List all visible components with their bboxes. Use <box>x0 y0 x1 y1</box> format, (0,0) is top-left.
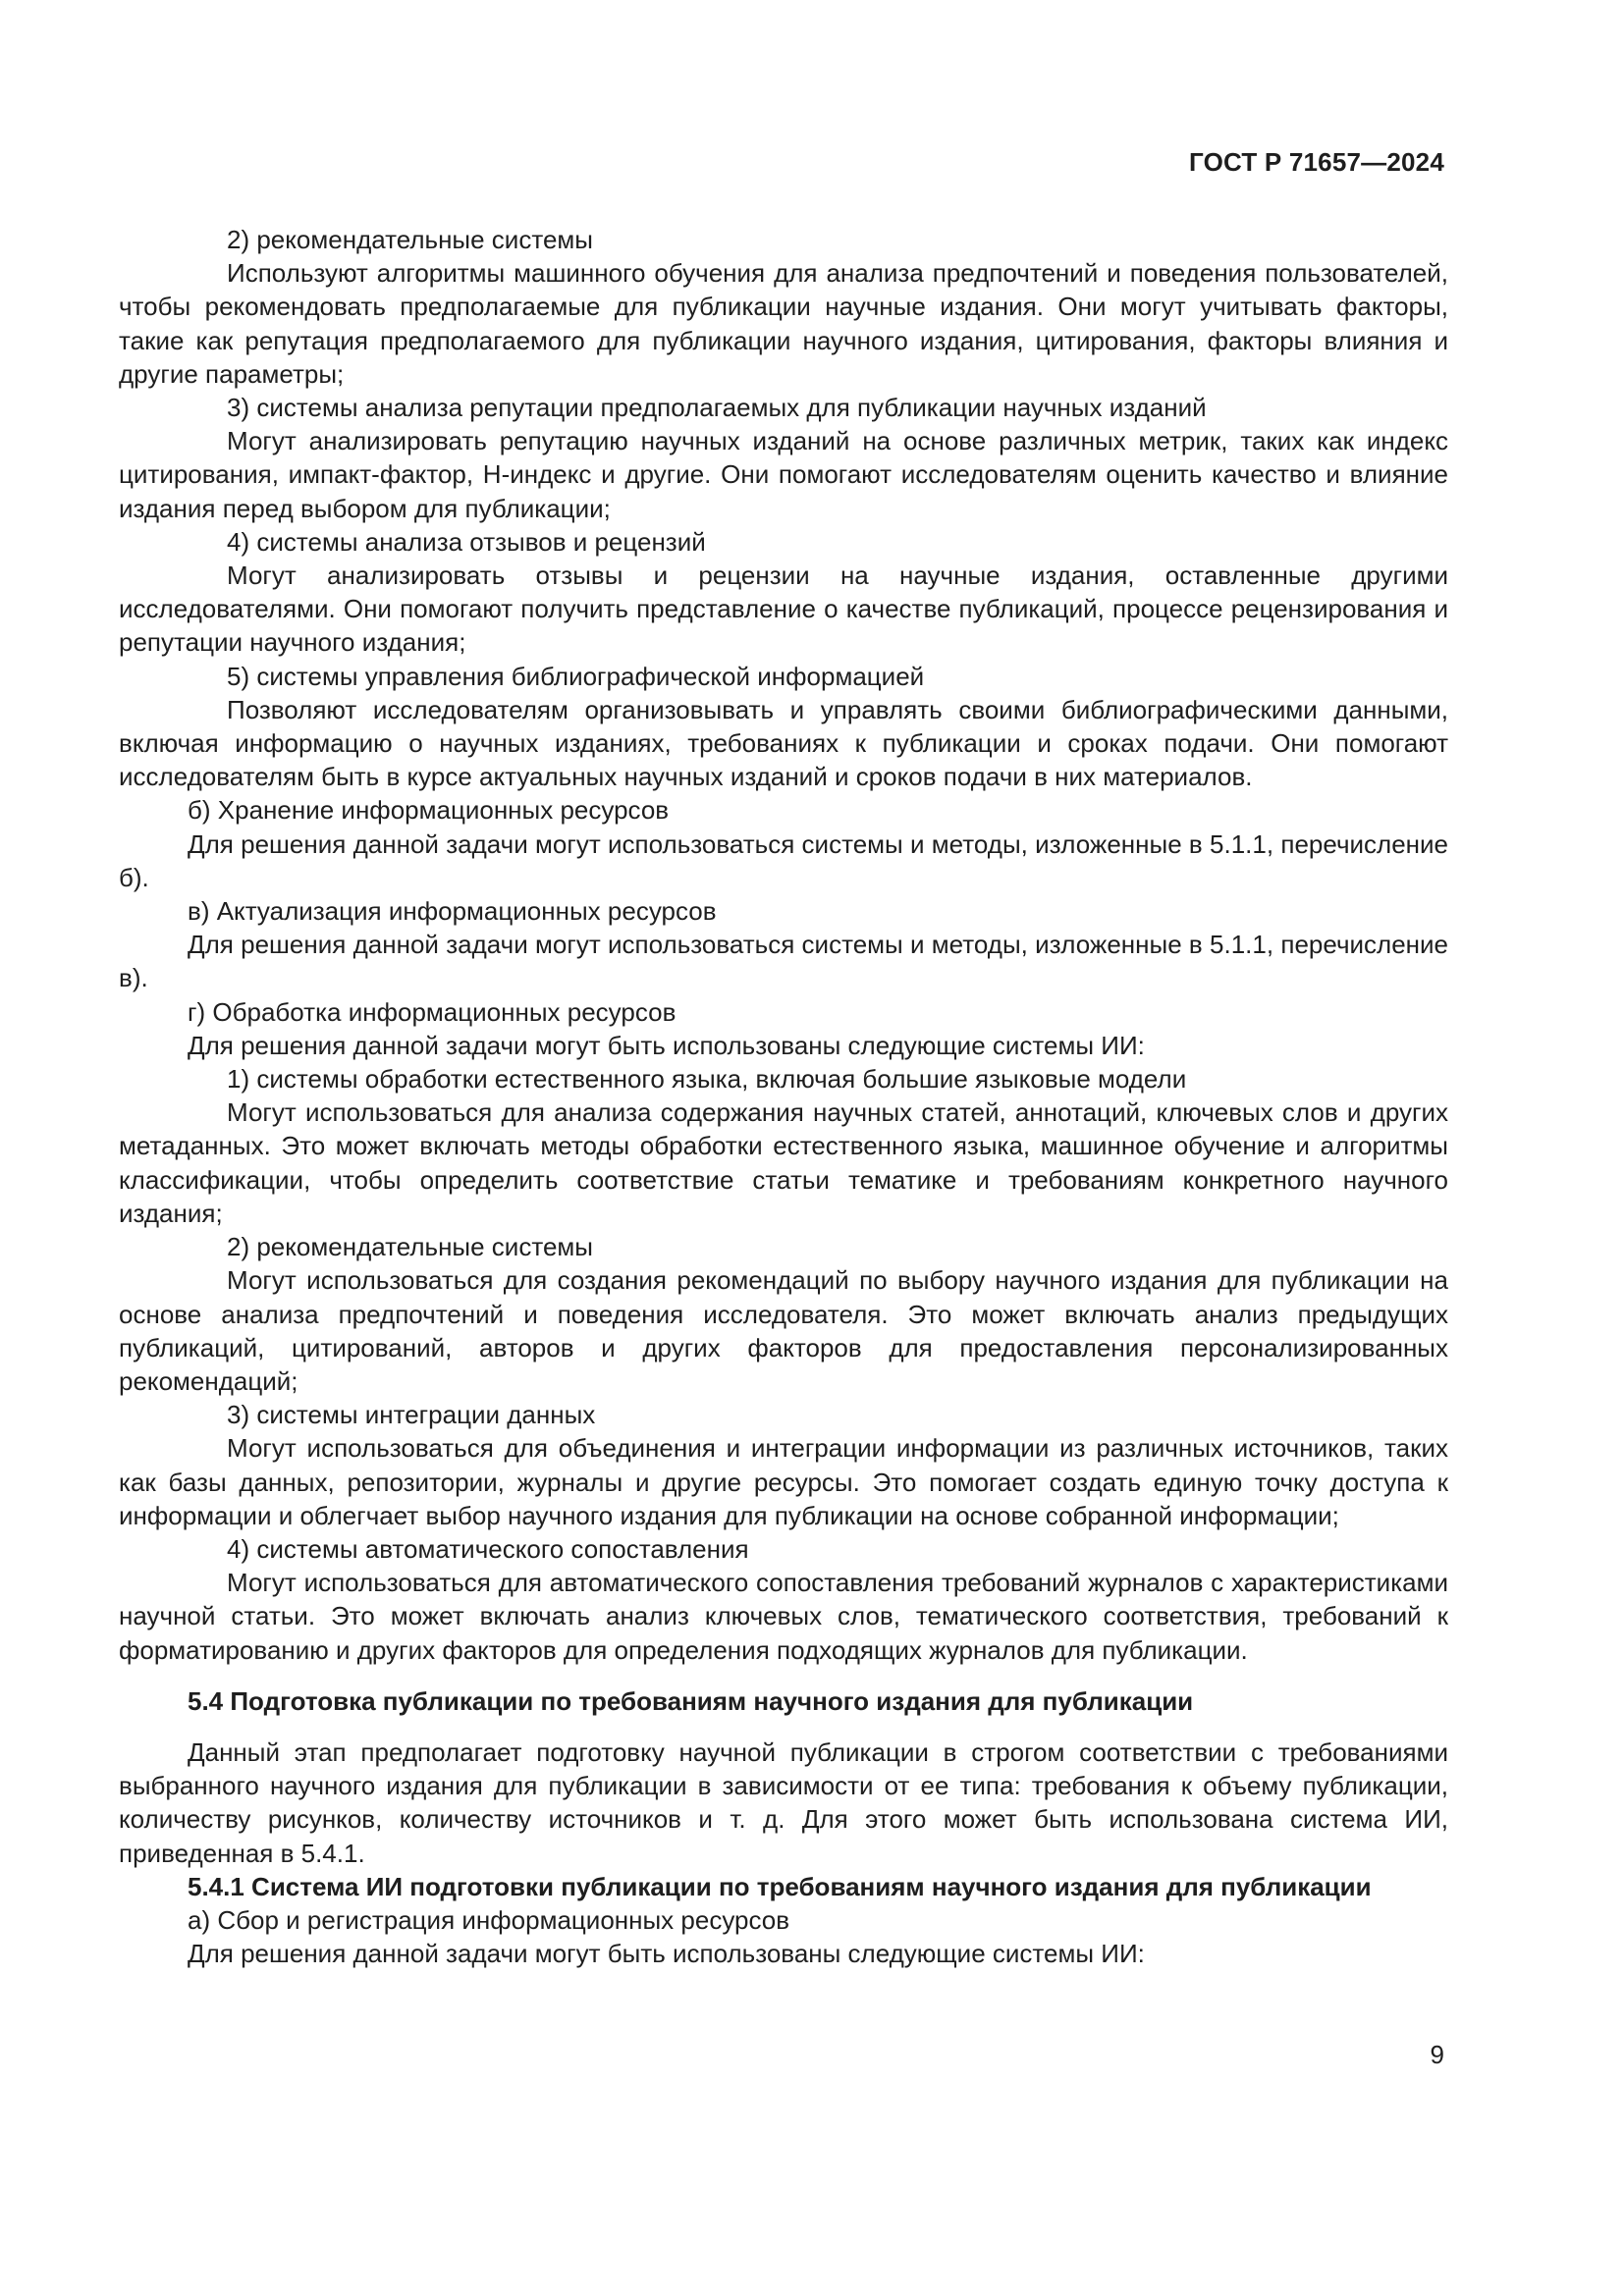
paragraph: в) Актуализация информационных ресурсов <box>188 896 717 927</box>
paragraph: 5) системы управления библиографической информацией <box>227 661 925 691</box>
paragraph: Могут использоваться для объединения и интеграции информации из различных источников, таких как базы данных, репозитории, журналы и другие ресурсы. Это помогает создать единую точку доступа к информации и облегчает выбор научного издания для публикации на основе собранной информации; <box>119 1433 1448 1530</box>
paragraph: 2) рекомендательные системы <box>227 225 593 254</box>
paragraph: Могут использоваться для автоматического сопоставления требований журналов с характеристиками научной статьи. Это может включать анализ ключевых слов, тематического соответствия, требований к форматированию и других факторов для определения подходящих журналов для публикации. <box>119 1568 1448 1665</box>
paragraph: 4) системы анализа отзывов и рецензий <box>227 526 706 557</box>
paragraph: Могут анализировать отзывы и рецензии на научные издания, оставленные другими исследователями. Они помогают получить представление о качестве публикаций, процессе рецензирования и репутации научного издания; <box>119 561 1448 658</box>
paragraph: Могут использоваться для создания рекомендаций по выбору научного издания для публикации на основе анализа предпочтений и поведения исследователя. Это может включать анализ предыдущих публикаций, цитирований, авторов и других факторов для предоставления персонализированных рекомендаций; <box>119 1265 1448 1396</box>
subsection-heading-5-4-1: 5.4.1 Система ИИ подготовки публикации по требованиям научного издания для публикации <box>188 1871 1372 1901</box>
paragraph: Могут анализировать репутацию научных изданий на основе различных метрик, таких как индекс цитирования, импакт-фактор, H-индекс и другие. Они помогают исследователям оценить качество и влияние издания перед выбором для публикации; <box>119 426 1448 523</box>
paragraph: Могут использоваться для анализа содержания научных статей, аннотаций, ключевых слов и других метаданных. Это может включать методы обработки естественного языка, машинное обучение и алгоритмы классификации, чтобы определить соответствие статьи тематике и требованиям конкретного научного издания; <box>119 1097 1448 1228</box>
paragraph: Для решения данной задачи могут быть использованы следующие системы ИИ: <box>188 1939 1145 1969</box>
paragraph: г) Обработка информационных ресурсов <box>188 996 677 1027</box>
page-number: 9 <box>1430 2040 1444 2069</box>
paragraph: Для решения данной задачи могут быть использованы следующие системы ИИ: <box>188 1030 1145 1060</box>
paragraph: Для решения данной задачи могут использоваться системы и методы, изложенные в 5.1.1, перечисление в). <box>119 930 1448 993</box>
paragraph: 3) системы интеграции данных <box>227 1400 596 1430</box>
paragraph: б) Хранение информационных ресурсов <box>188 795 670 826</box>
paragraph: 2) рекомендательные системы <box>227 1232 593 1262</box>
document-body <box>119 223 1448 1970</box>
paragraph: 3) системы анализа репутации предполагаемых для публикации научных изданий <box>227 393 1207 423</box>
section-heading-5-4: 5.4 Подготовка публикации по требованиям научного издания для публикации <box>188 1685 1194 1716</box>
paragraph: 4) системы автоматического сопоставления <box>227 1533 749 1564</box>
paragraph: Для решения данной задачи могут использоваться системы и методы, изложенные в 5.1.1, перечисление б). <box>119 828 1448 892</box>
paragraph: а) Сбор и регистрация информационных ресурсов <box>188 1904 790 1935</box>
paragraph: 1) системы обработки естественного языка, включая большие языковые модели <box>227 1064 1187 1095</box>
paragraph: Позволяют исследователям организовывать и управлять своими библиографическими данными, включая информацию о научных изданиях, требованиях к публикации и сроках подачи. Они помогают исследователям быть в курсе актуальных научных изданий и сроков подачи в них материалов. <box>119 694 1448 792</box>
paragraph: Данный этап предполагает подготовку научной публикации в строгом соответствии с требованиями выбранного научного издания для публикации в зависимости от ее типа: требования к объему публикации, количеству рисунков, количеству источников и т. д. Для этого может быть использована система ИИ, приведенная в 5.4.1. <box>119 1736 1448 1868</box>
paragraph: Используют алгоритмы машинного обучения для анализа предпочтений и поведения пользователей, чтобы рекомендовать предполагаемые для публикации научные издания. Они могут учитывать факторы, такие как репутация предполагаемого для публикации научного издания, цитирования, факторы влияния и другие параметры; <box>119 258 1448 389</box>
document-code-header: ГОСТ Р 71657—2024 <box>1189 147 1444 177</box>
